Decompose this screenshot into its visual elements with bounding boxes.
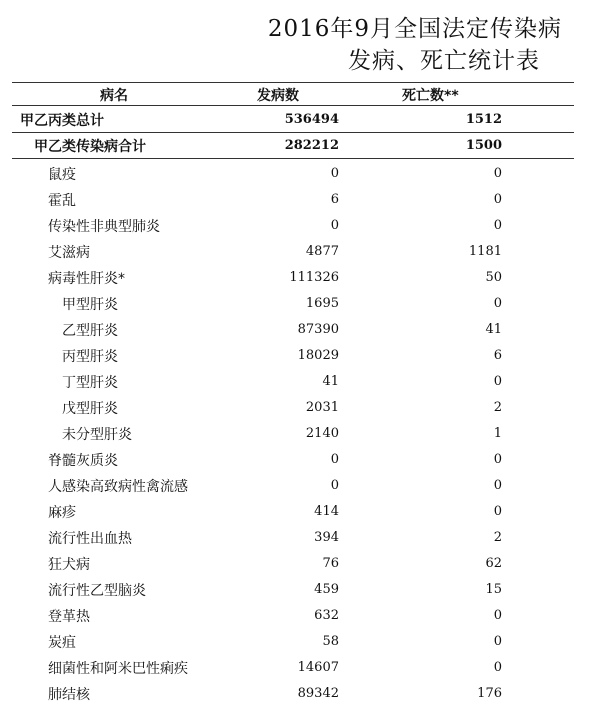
death-count: 0 — [493, 660, 502, 675]
disease-name: 炭疽 — [48, 635, 76, 651]
case-count: 14607 — [297, 660, 339, 675]
disease-name: 乙型肝炎 — [62, 323, 118, 339]
death-count: 1512 — [465, 112, 502, 127]
disease-name: 未分型肝炎 — [62, 427, 132, 443]
table-row — [12, 106, 574, 133]
disease-name: 细菌性和阿米巴性痢疾 — [48, 661, 188, 677]
disease-name: 霍乱 — [48, 193, 76, 209]
death-count: 15 — [485, 582, 502, 597]
death-count: 176 — [477, 686, 502, 701]
death-count: 0 — [493, 634, 502, 649]
death-count: 0 — [493, 374, 502, 389]
case-count: 282212 — [284, 138, 339, 153]
case-count: 87390 — [297, 322, 339, 337]
case-count: 536494 — [284, 112, 339, 127]
death-count: 0 — [493, 192, 502, 207]
table-row — [12, 368, 574, 394]
disease-name: 传染性非典型肺炎 — [48, 219, 160, 235]
case-count: 1695 — [305, 296, 339, 311]
death-count: 41 — [485, 322, 502, 337]
death-count: 1181 — [468, 244, 502, 259]
table-row — [12, 472, 574, 498]
disease-name: 流行性乙型脑炎 — [48, 583, 146, 599]
death-count: 62 — [485, 556, 502, 571]
disease-name: 肺结核 — [48, 687, 90, 703]
death-count: 0 — [493, 166, 502, 181]
case-count: 0 — [330, 478, 339, 493]
table-row — [12, 576, 574, 602]
case-count: 2031 — [305, 400, 339, 415]
death-count: 2 — [493, 530, 502, 545]
death-count: 0 — [493, 452, 502, 467]
case-count: 0 — [330, 218, 339, 233]
death-count: 1 — [493, 426, 502, 441]
case-count: 6 — [330, 192, 339, 207]
page-title: 2016年9月全国法定传染病 — [267, 16, 562, 42]
table-row — [12, 238, 574, 264]
disease-name: 登革热 — [48, 609, 90, 625]
table-row — [12, 550, 574, 576]
case-count: 111326 — [289, 270, 339, 285]
death-count: 0 — [493, 218, 502, 233]
disease-name: 流行性出血热 — [48, 531, 132, 547]
disease-name: 丁型肝炎 — [62, 375, 118, 391]
table-row — [12, 524, 574, 550]
table-row — [12, 186, 574, 212]
table-row — [12, 628, 574, 654]
table-row — [12, 160, 574, 186]
death-count: 0 — [493, 478, 502, 493]
disease-name: 甲乙丙类总计 — [20, 113, 104, 129]
case-count: 632 — [314, 608, 339, 623]
disease-name: 狂犬病 — [48, 557, 90, 573]
table-row — [12, 342, 574, 368]
header-name: 病名 — [100, 88, 128, 104]
case-count: 41 — [322, 374, 339, 389]
table-row — [12, 498, 574, 524]
table-row — [12, 654, 574, 680]
page-subtitle: 发病、死亡统计表 — [348, 48, 540, 74]
table-row — [12, 316, 574, 342]
case-count: 76 — [322, 556, 339, 571]
table-header — [12, 82, 574, 106]
table-row — [12, 132, 574, 159]
case-count: 2140 — [305, 426, 339, 441]
death-count: 0 — [493, 608, 502, 623]
case-count: 89342 — [297, 686, 339, 701]
disease-name: 鼠疫 — [48, 167, 76, 183]
disease-name: 脊髓灰质炎 — [48, 453, 118, 469]
case-count: 58 — [322, 634, 339, 649]
case-count: 414 — [314, 504, 339, 519]
table-row — [12, 680, 574, 706]
header-cases: 发病数 — [257, 88, 299, 104]
disease-name: 人感染高致病性禽流感 — [48, 479, 188, 495]
death-count: 0 — [493, 504, 502, 519]
death-count: 2 — [493, 400, 502, 415]
case-count: 0 — [330, 166, 339, 181]
case-count: 459 — [314, 582, 339, 597]
case-count: 4877 — [305, 244, 339, 259]
death-count: 6 — [493, 348, 502, 363]
case-count: 0 — [330, 452, 339, 467]
disease-name: 甲型肝炎 — [62, 297, 118, 313]
disease-name: 戊型肝炎 — [62, 401, 118, 417]
case-count: 394 — [314, 530, 339, 545]
disease-name: 甲乙类传染病合计 — [34, 139, 146, 155]
death-count: 50 — [485, 270, 502, 285]
table-row — [12, 602, 574, 628]
disease-name: 麻疹 — [48, 505, 76, 521]
header-deaths: 死亡数** — [402, 88, 459, 104]
table-row — [12, 420, 574, 446]
table-row — [12, 290, 574, 316]
table-row — [12, 446, 574, 472]
death-count: 1500 — [465, 138, 502, 153]
disease-name: 丙型肝炎 — [62, 349, 118, 365]
case-count: 18029 — [297, 348, 339, 363]
disease-name: 病毒性肝炎* — [48, 271, 125, 287]
death-count: 0 — [493, 296, 502, 311]
table-row — [12, 394, 574, 420]
table-row — [12, 264, 574, 290]
disease-name: 艾滋病 — [48, 245, 90, 261]
table-row — [12, 212, 574, 238]
